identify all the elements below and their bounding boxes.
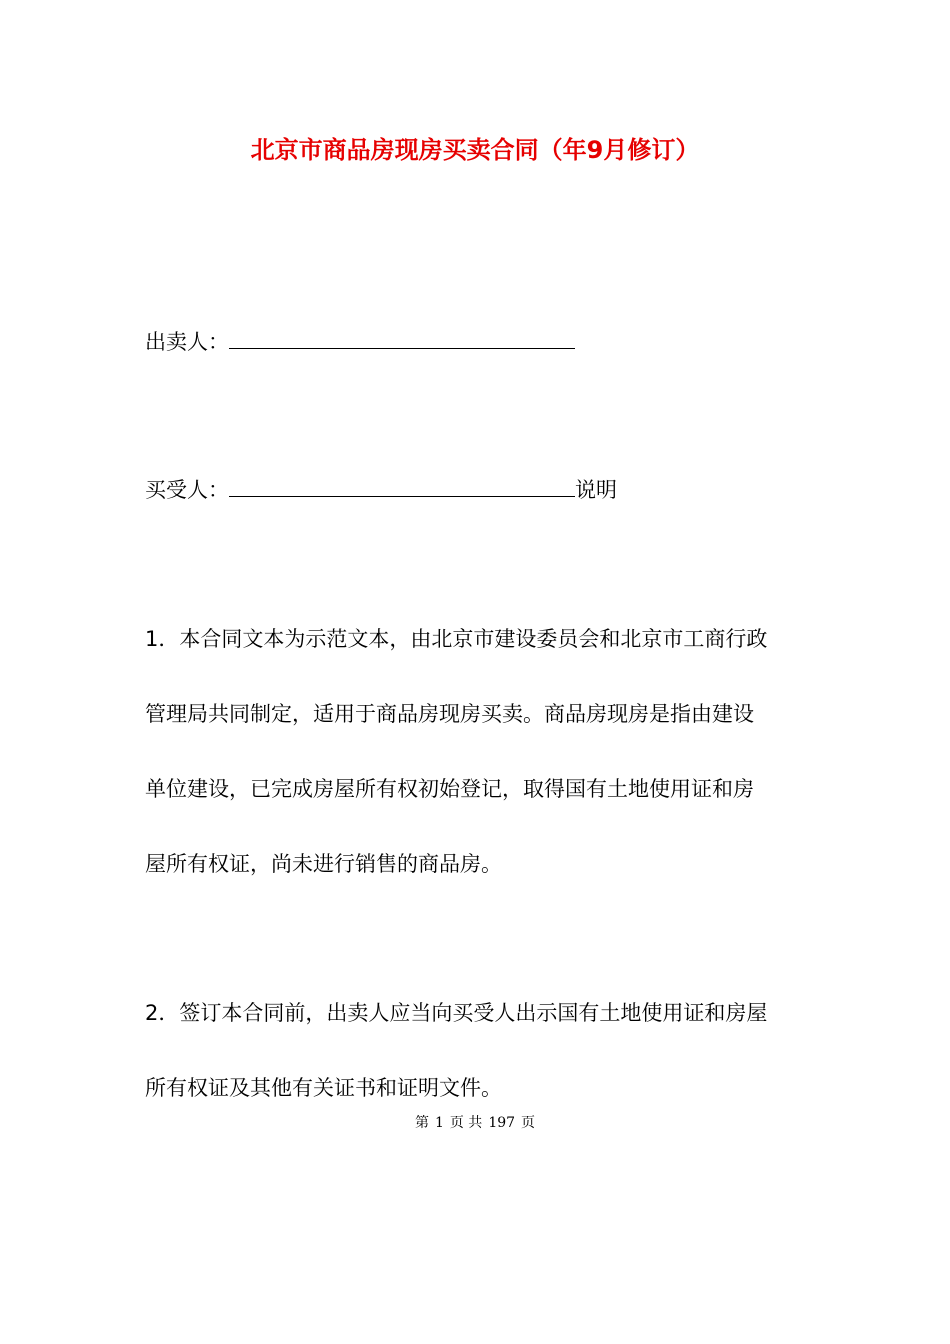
paragraph-1 [145,624,811,924]
seller-blank [229,326,575,349]
paragraph-line: 2．签订本合同前，出卖人应当向买受人出示国有土地使用证和房屋 [145,1001,768,1025]
buyer-blank [229,474,575,497]
seller-field [145,326,575,357]
footer-suffix: 页 [521,1115,536,1131]
paragraph-line: 屋所有权证，尚未进行销售的商品房。 [145,852,502,876]
footer-prefix: 第 [414,1115,429,1131]
total-pages-number: 197 [488,1115,516,1131]
paragraph-line: 所有权证及其他有关证书和证明文件。 [145,1076,502,1100]
page-title: 北京市商品房现房买卖合同（年9月修订） [250,136,700,164]
paragraph-line: 1．本合同文本为示范文本，由北京市建设委员会和北京市工商行政 [145,627,768,651]
paragraph-line: 单位建设，已完成房屋所有权初始登记，取得国有土地使用证和房 [145,777,754,801]
buyer-field [145,474,617,505]
footer-middle: 页 共 [449,1115,483,1131]
page-footer [0,1113,950,1133]
current-page-number: 1 [434,1115,444,1131]
buyer-label: 买受人： [145,478,229,502]
seller-label: 出卖人： [145,330,229,354]
explanation-heading: 说明 [575,478,617,502]
paragraph-line: 管理局共同制定，适用于商品房现房买卖。商品房现房是指由建设 [145,702,754,726]
